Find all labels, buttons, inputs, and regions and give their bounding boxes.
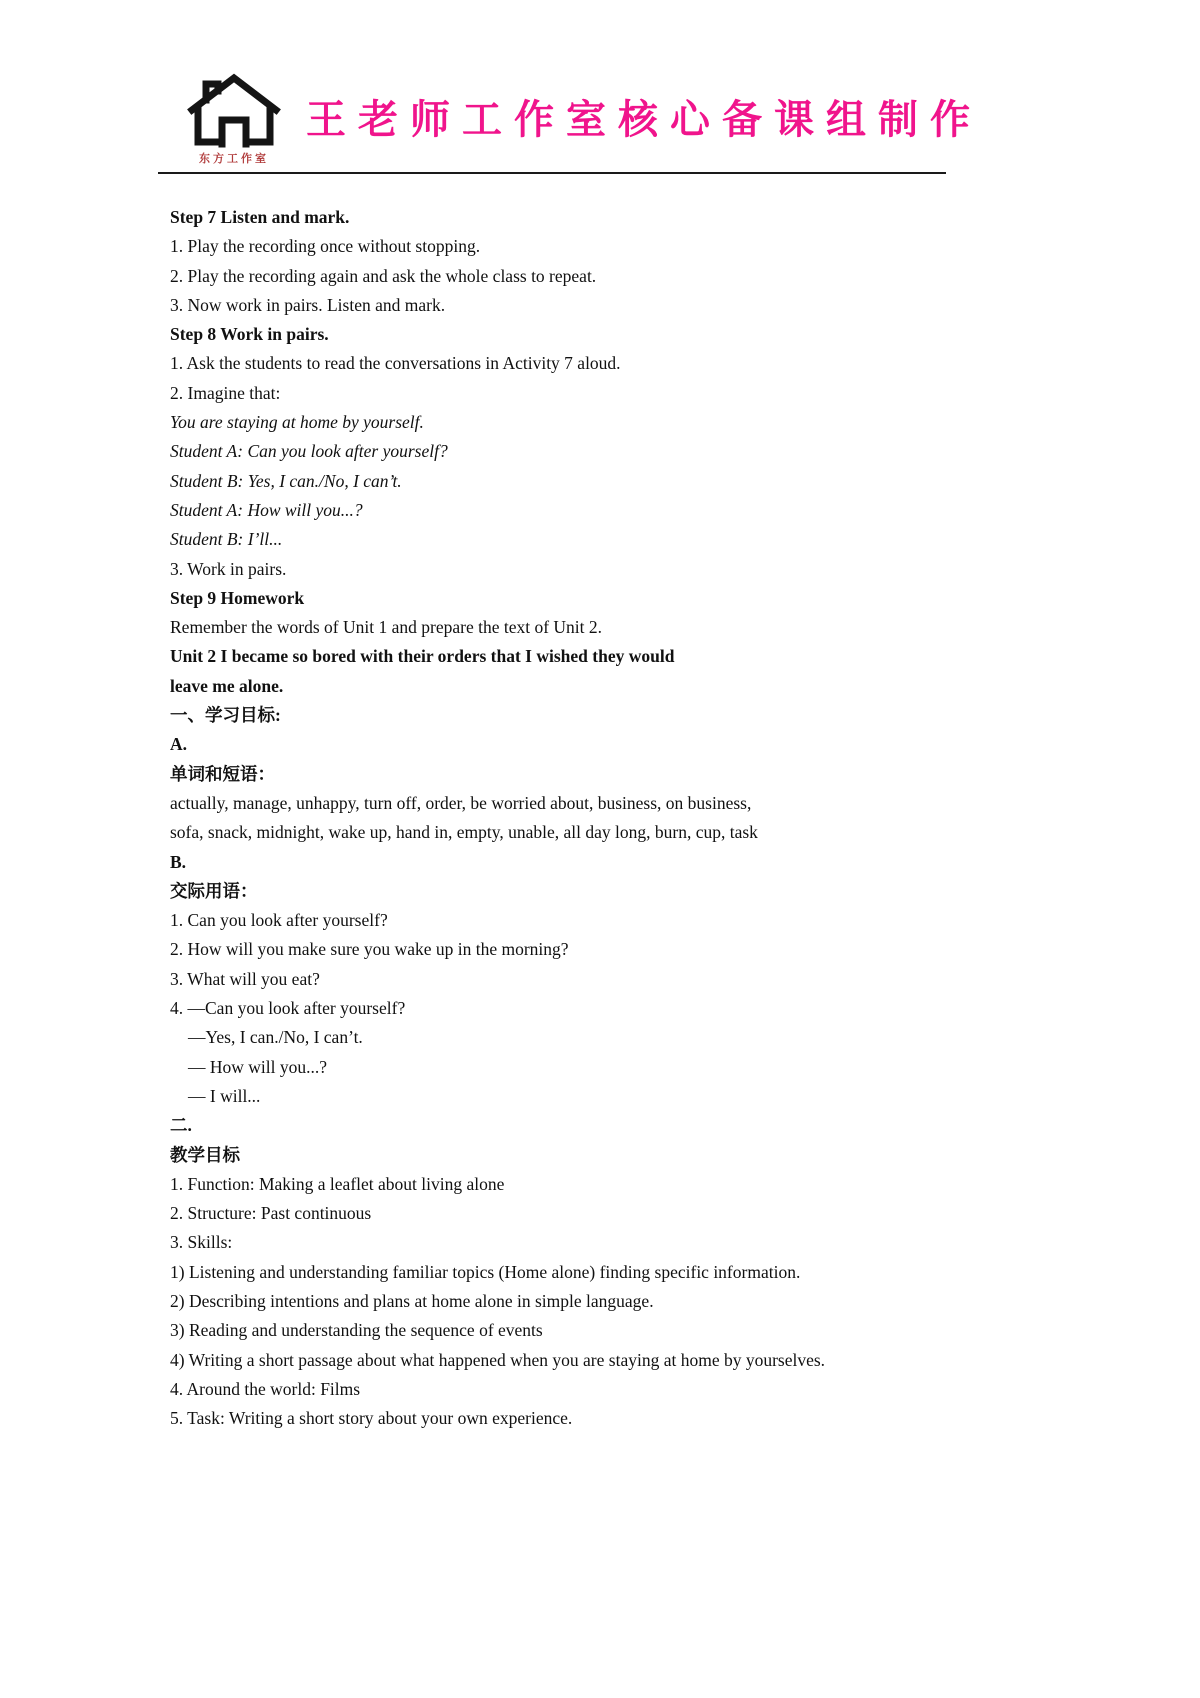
document-line: 3. What will you eat? bbox=[170, 968, 320, 989]
document-line: A. bbox=[170, 734, 188, 755]
header-divider bbox=[158, 172, 946, 174]
document-line: 2) Describing intentions and plans at home alone in simple language. bbox=[170, 1290, 654, 1311]
document-line: Unit 2 I became so bored with their orders that I wished they would bbox=[170, 646, 675, 667]
document-line: sofa, snack, midnight, wake up, hand in, empty, unable, all day long, burn, cup, task bbox=[170, 822, 758, 843]
document-line: — How will you...? bbox=[188, 1056, 328, 1077]
brand-calligraphy: 王老师工作室核心备课组制作 bbox=[306, 98, 982, 142]
document-line: Step 9 Homework bbox=[170, 587, 305, 608]
document-line: B. bbox=[170, 851, 187, 872]
document-line: 5. Task: Writing a short story about your own experience. bbox=[170, 1408, 573, 1429]
document-body bbox=[170, 203, 960, 1433]
document-line: 2. Structure: Past continuous bbox=[170, 1203, 372, 1224]
document-line: Remember the words of Unit 1 and prepare the text of Unit 2. bbox=[170, 617, 603, 638]
document-line: 3. Now work in pairs. Listen and mark. bbox=[170, 294, 446, 315]
document-line: 一、学习目标: bbox=[170, 705, 281, 726]
document-line: 1. Play the recording once without stopping. bbox=[170, 236, 481, 257]
document-line: 2. Imagine that: bbox=[170, 382, 281, 403]
document-line: —Yes, I can./No, I can’t. bbox=[188, 1027, 363, 1048]
document-line: 4) Writing a short passage about what happened when you are staying at home by yourselves. bbox=[170, 1349, 826, 1370]
document-line: 3. Skills: bbox=[170, 1232, 233, 1253]
document-line: Student B: Yes, I can./No, I can’t. bbox=[170, 470, 402, 491]
document-line: 交际用语： bbox=[170, 880, 258, 901]
document-line: You are staying at home by yourself. bbox=[170, 412, 424, 433]
document-line: Student A: How will you...? bbox=[170, 499, 363, 520]
document-line: leave me alone. bbox=[170, 675, 284, 696]
document-line: 4. Around the world: Films bbox=[170, 1378, 361, 1399]
document-line: 1. Can you look after yourself? bbox=[170, 910, 388, 931]
studio-logo bbox=[174, 70, 294, 166]
document-line: 3. Work in pairs. bbox=[170, 558, 287, 579]
document-line: 教学目标 bbox=[170, 1144, 240, 1165]
document-line: 二. bbox=[170, 1115, 192, 1136]
document-line: 1. Ask the students to read the conversations in Activity 7 aloud. bbox=[170, 353, 621, 374]
house-logo-icon bbox=[180, 70, 288, 148]
document-line: 2. How will you make sure you wake up in the morning? bbox=[170, 939, 569, 960]
logo-caption: 东方工作室 bbox=[199, 153, 269, 165]
document-line: Step 7 Listen and mark. bbox=[170, 207, 350, 227]
document-line: 3) Reading and understanding the sequence of events bbox=[170, 1320, 543, 1341]
page-header bbox=[160, 66, 982, 170]
document-line: Student A: Can you look after yourself? bbox=[170, 441, 448, 462]
document-line: 单词和短语： bbox=[170, 763, 275, 784]
document-line: Student B: I’ll... bbox=[170, 529, 283, 550]
document-line: 4. —Can you look after yourself? bbox=[170, 998, 406, 1019]
document-line: — I will... bbox=[188, 1085, 261, 1106]
document-line: Step 8 Work in pairs. bbox=[170, 324, 329, 345]
document-line: 1) Listening and understanding familiar topics (Home alone) finding specific information. bbox=[170, 1261, 801, 1282]
document-line: 2. Play the recording again and ask the whole class to repeat. bbox=[170, 265, 597, 286]
document-line: actually, manage, unhappy, turn off, order, be worried about, business, on business, bbox=[170, 792, 752, 813]
document-line: 1. Function: Making a leaflet about living alone bbox=[170, 1173, 505, 1194]
